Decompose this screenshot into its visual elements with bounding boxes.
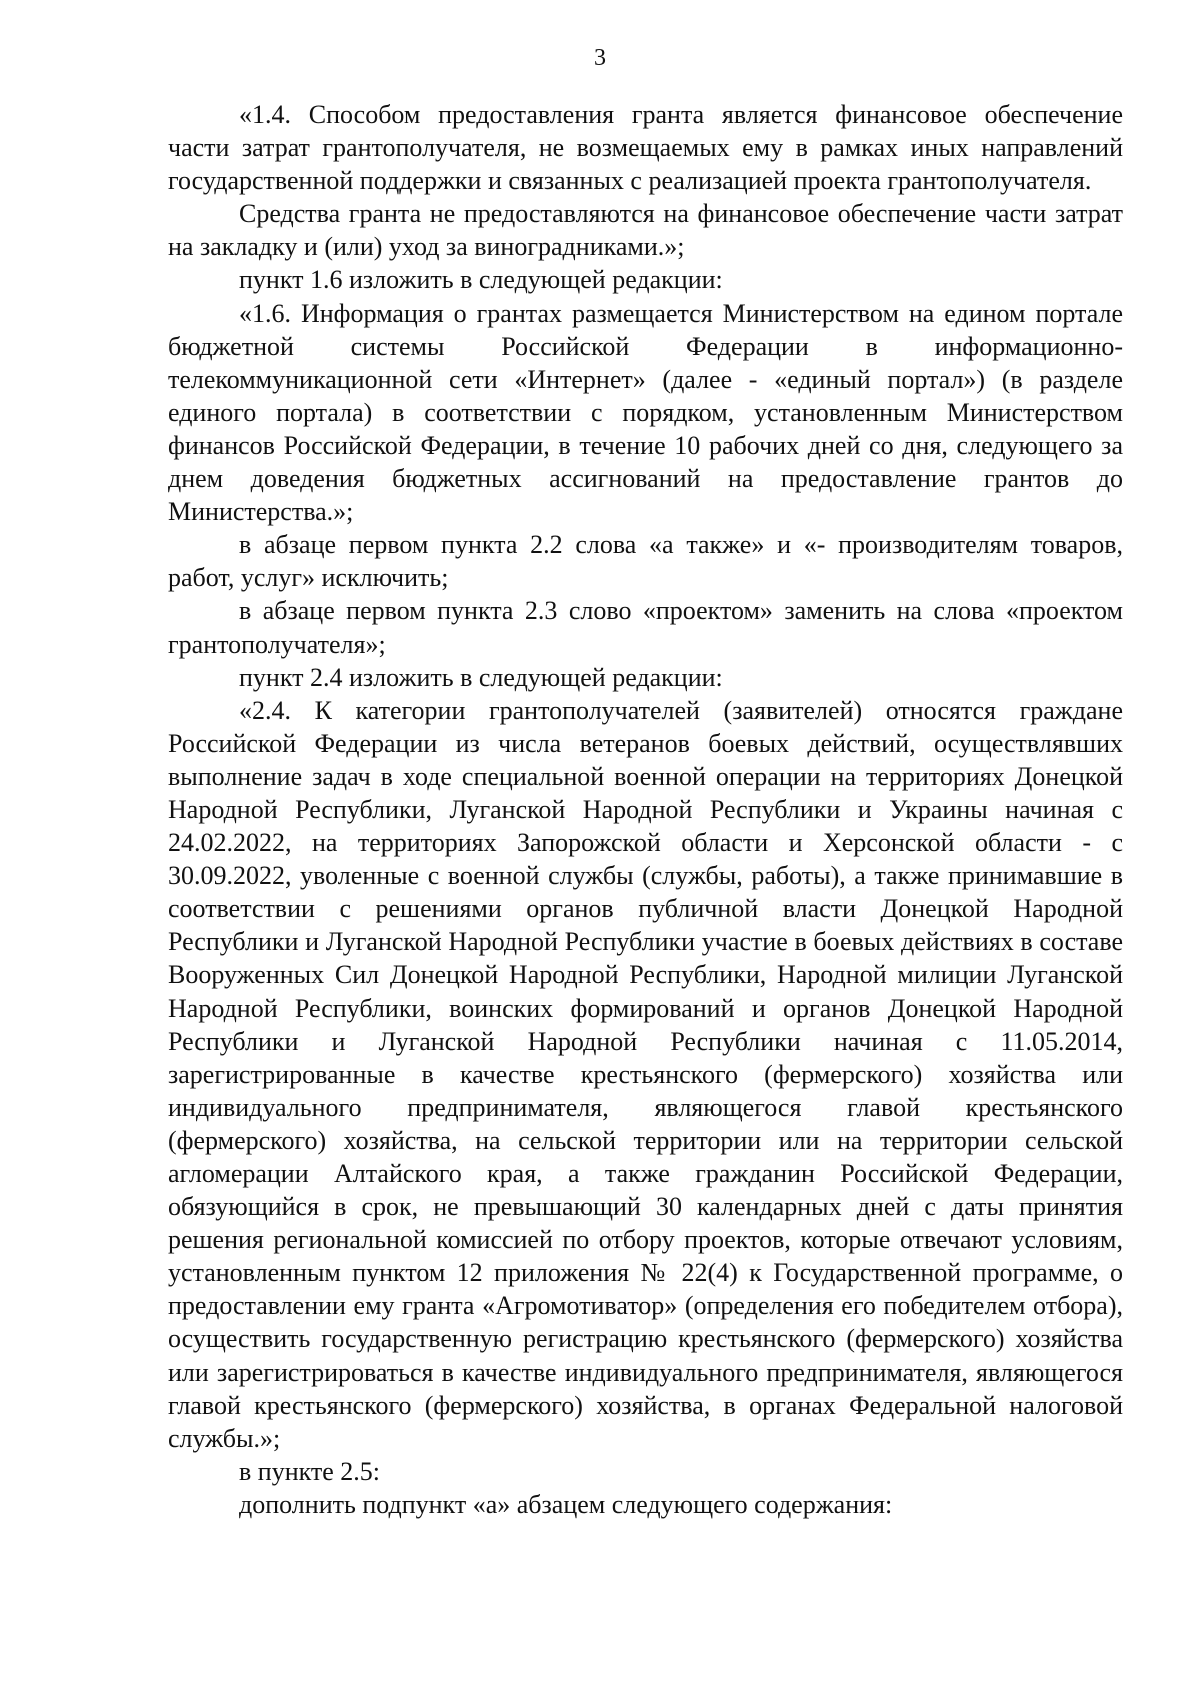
paragraph-1-6: «1.6. Информация о грантах размещается Министерством на едином портале бюджетной системы Российской Федерации в информационно-телекоммуникационной сети «Интернет» (далее - «единый портал») (в разделе единого портала) в соответствии с порядком, установленным Министерством финансов Российской Федерации, в течение 10 рабочих дней со дня, следующего за днем доведения бюджетных ассигнований на предоставление грантов до Министерства.»; bbox=[168, 298, 1123, 527]
paragraph-supplement-a: дополнить подпункт «а» абзацем следующего содержания: bbox=[239, 1489, 893, 1519]
paragraph-amend-2-4: пункт 2.4 изложить в следующей редакции: bbox=[239, 662, 723, 692]
paragraph-amend-2-2: в абзаце первом пункта 2.2 слова «а также» и «- производителям товаров, работ, услуг» исключить; bbox=[168, 530, 1123, 593]
paragraph-2-4: «2.4. К категории грантополучателей (заявителей) относятся граждане Российской Федерации из числа ветеранов боевых действий, осуществлявших выполнение задач в ходе специальной военной операции на территориях Донецкой Народной Республики, Луганской Народной Республики и Украины начиная с 24.02.2022, на территориях Запорожской области и Херсонской области - с 30.09.2022, уволенные с военной службы (службы, работы), а также принимавшие в соответствии с решениями органов публичной власти Донецкой Народной Республики и Луганской Народной Республики участие в боевых действиях в составе Вооруженных Сил Донецкой Народной Республики, Народной милиции Луганской Народной Республики, воинских формирований и органов Донецкой Народной Республики и Луганской Народной Республики начиная с 11.05.2014, зарегистрированные в качестве крестьянского (фермерского) хозяйства или индивидуального предпринимателя, являющегося главой крестьянского (фермерского) хозяйства, на сельской территории или на территории сельской агломерации Алтайского края, а также гражданин Российской Федерации, обязующийся в срок, не превышающий 30 календарных дней с даты принятия решения региональной комиссией по отбору проектов, которые отвечают условиям, установленным пунктом 12 приложения № 22(4) к Государственной программе, о предоставлении ему гранта «Агромотиватор» (определения его победителем отбора), осуществить государственную регистрацию крестьянского (фермерского) хозяйства или зарегистрироваться в качестве индивидуального предпринимателя, являющегося главой крестьянского (фермерского) хозяйства, в органах Федеральной налоговой службы.»; bbox=[168, 695, 1123, 1453]
document-body bbox=[168, 98, 1123, 1521]
paragraph-amend-2-5: в пункте 2.5: bbox=[239, 1456, 381, 1486]
page-number: 3 bbox=[594, 45, 606, 71]
paragraph-amend-1-6: пункт 1.6 изложить в следующей редакции: bbox=[239, 265, 723, 295]
paragraph-amend-2-3: в абзаце первом пункта 2.3 слово «проектом» заменить на слова «проектом грантополучателя»; bbox=[168, 596, 1123, 659]
paragraph-grant-funds-restriction: Средства гранта не предоставляются на финансовое обеспечение части затрат на закладку и (или) уход за виноградниками.»; bbox=[168, 199, 1123, 262]
paragraph-1-4: «1.4. Способом предоставления гранта является финансовое обеспечение части затрат грантополучателя, не возмещаемых ему в рамках иных направлений государственной поддержки и связанных с реализацией проекта грантополучателя. bbox=[168, 100, 1123, 196]
